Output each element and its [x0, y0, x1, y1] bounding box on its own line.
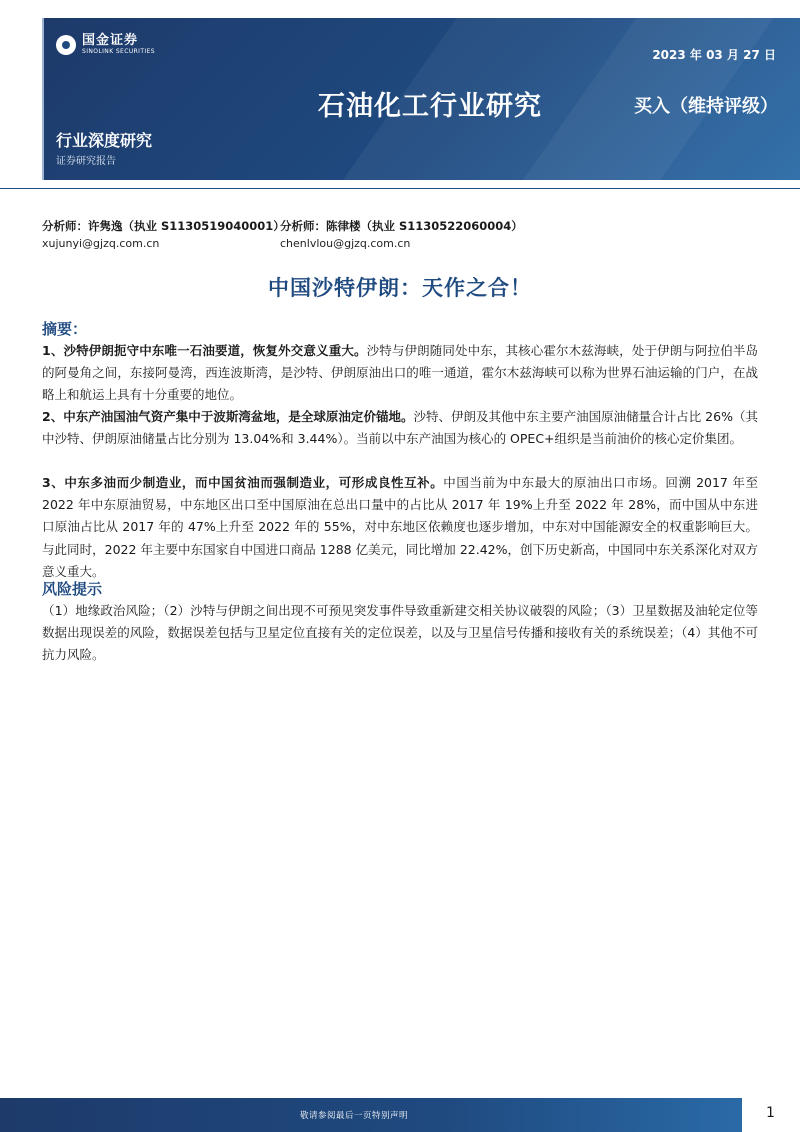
logo-name-cn: 国金证券: [82, 33, 139, 48]
header-divider: [0, 188, 800, 189]
page-number: 1: [766, 1105, 775, 1121]
paragraph-body: 沙特与伊朗随同处中东，其核心霍尔木兹海峡，处于伊朗与阿拉伯半岛的阿曼角之间，东接阿曼湾，西连波斯湾，是沙特、伊朗原油出口的唯一通道，霍尔木兹海峡可以称为世界石油运输的门户，在战略上和航运上具有十分重要的地位。: [42, 343, 758, 403]
paragraph-body: 沙特、伊朗及其他中东主要产油国原油储量合计占比 26%（其中沙特、伊朗原油储量占比分别为 13.04%和 3.44%）。当前以中东产油国为核心的 OPEC+组织是当前油价的核心定价集团。: [42, 409, 758, 447]
logo-icon: [56, 35, 76, 55]
summary-paragraph-2: [42, 406, 758, 450]
analyst-1: [42, 218, 285, 250]
paragraph-lead: 3、中东多油而少制造业，而中国贫油而强制造业，可形成良性互补。: [42, 475, 444, 490]
analyst-block: [42, 218, 742, 250]
summary-paragraph-1: [42, 340, 758, 407]
header-rule: [42, 18, 44, 180]
analyst-2: [280, 218, 540, 250]
analyst-email[interactable]: chenlvlou@gjzq.com.cn: [280, 237, 411, 250]
risk-heading: 风险提示: [42, 580, 103, 598]
company-logo: [56, 34, 155, 55]
paragraph-lead: 1、沙特伊朗扼守中东唯一石油要道，恢复外交意义重大。: [42, 343, 367, 358]
report-category: 行业深度研究: [56, 131, 153, 150]
summary-heading: 摘要：: [42, 320, 88, 338]
report-subcategory: 证券研究报告: [56, 156, 116, 167]
report-date: 2023 年 03 月 27 日: [652, 48, 776, 62]
paragraph-body: 中国当前为中东最大的原油出口市场。回溯 2017 年至 2022 年中东原油贸易，中东地区出口至中国原油在总出口量中的占比从 2017 年 19%上升至 2022 年 28%，而中国从中东进口原油占比从 2017 年的 47%上升至 2022 年的 55%，对中东地区依赖度也逐步增加，中东对中国能源安全的权重影响巨大。与此同时，2022 年主要中东国家自中国进口商品 1288 亿美元，同比增加 22.42%，创下历史新高，中国同中东关系深化对双方意义重大。: [42, 475, 758, 579]
logo-name-en: SINOLINK SECURITIES: [82, 48, 155, 55]
main-title: 中国沙特伊朗：天作之合！: [268, 276, 532, 300]
summary-paragraph-3: [42, 472, 758, 583]
rating-badge: 买入（维持评级）: [634, 96, 778, 117]
analyst-email[interactable]: xujunyi@gjzq.com.cn: [42, 237, 160, 250]
footer-disclaimer: 敬请参阅最后一页特别声明: [300, 1111, 409, 1121]
analyst-label: 分析师：许隽逸（执业 S1130519040001）: [42, 219, 285, 233]
analyst-label: 分析师：陈律楼（执业 S1130522060004）: [280, 219, 523, 233]
paragraph-lead: 2、中东产油国油气资产集中于波斯湾盆地，是全球原油定价锚地。: [42, 409, 414, 424]
risk-paragraph: （1）地缘政治风险；（2）沙特与伊朗之间出现不可预见突发事件导致重新建交相关协议破裂的风险；（3）卫星数据及油轮定位等数据出现误差的风险，数据误差包括与卫星定位直接有关的定位误差，以及与卫星信号传播和接收有关的系统误差；（4）其他不可抗力风险。: [42, 603, 758, 663]
report-title: 石油化工行业研究: [318, 91, 542, 122]
